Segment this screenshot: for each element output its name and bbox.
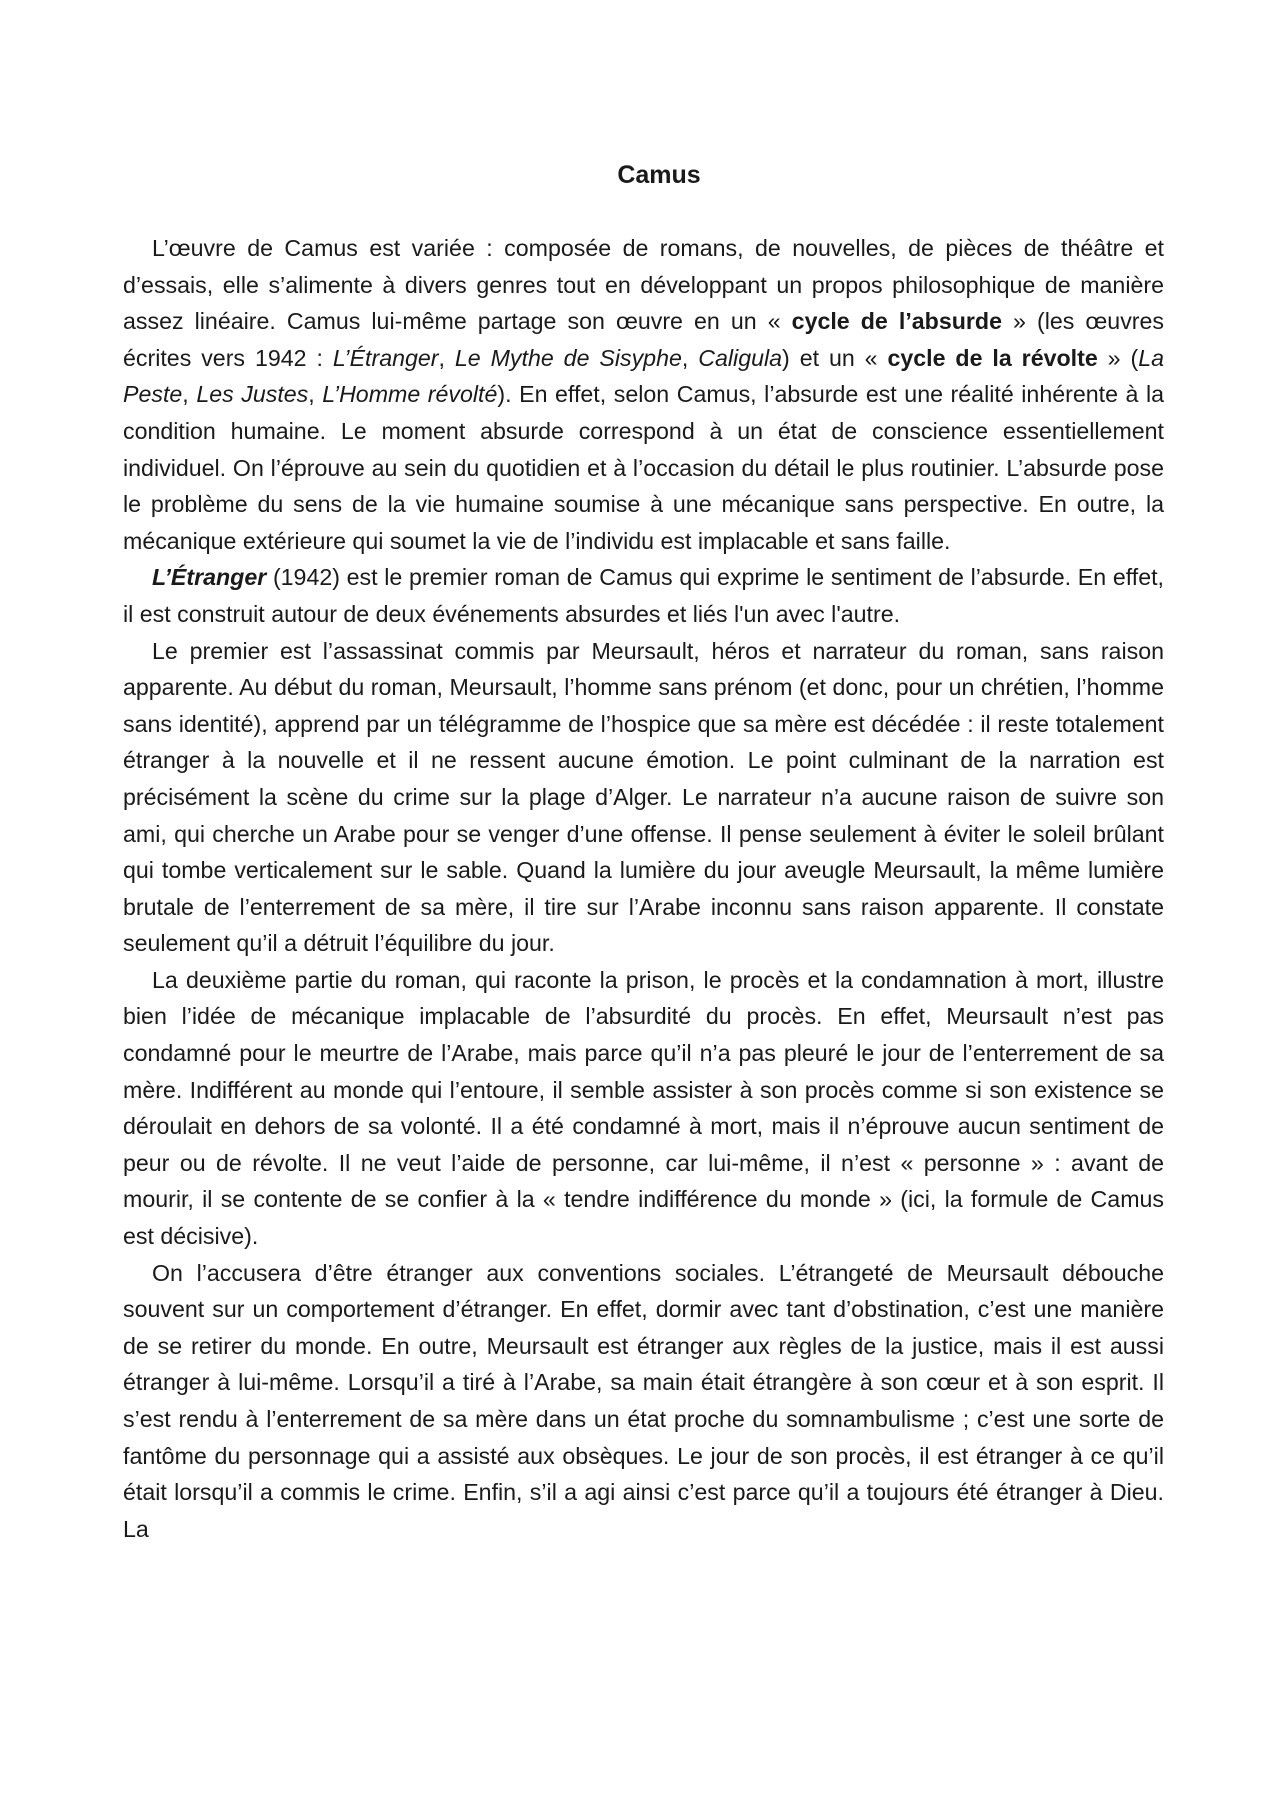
text-italic: Caligula (698, 344, 783, 371)
text-italic: Les Justes (196, 381, 309, 408)
text-italic: L’Étranger (332, 344, 439, 371)
text-bold: cycle de la révolte (887, 344, 1098, 371)
text-run: (1942) est le premier roman de Camus qui exprime le sentiment de l’absurde. En effet, il est construit autour de deux événements absurdes et liés l'un avec l'autre. (123, 564, 1164, 627)
paragraph (123, 559, 1164, 632)
text-run: , (681, 344, 699, 371)
text-run: » (les œuvres écrites vers 1942 : (123, 308, 1164, 371)
paragraph (123, 230, 1164, 559)
text-run: » ( (1097, 344, 1139, 371)
text-run: Le premier est l’assassinat commis par Meursault, héros et narrateur du roman, sans raison apparente. Au début du roman, Meursault, l’homme sans prénom (et donc, pour un chrétien, l’homme sans identité), apprend par un télégramme de l’hospice que sa mère est décédée : il reste totalement étranger à la nouvelle et il ne ressent aucune émotion. Le point culminant de la narration est précisément la scène du crime sur la plage d’Alger. Le narrateur n’a aucune raison de suivre son ami, qui cherche un Arabe pour se venger d’une offense. Il pense seulement à éviter le soleil brûlant qui tombe verticalement sur le sable. Quand la lumière du jour aveugle Meursault, la même lumière brutale de l’enterrement de sa mère, il tire sur l’Arabe inconnu sans raison apparente. Il constate seulement qu’il a détruit l’équilibre du jour. (123, 637, 1164, 957)
text-run: ). En effet, selon Camus, l’absurde est une réalité inhérente à la condition humaine. Le moment absurde correspond à un état de conscience essentiellement individuel. On l’éprouve au sein du quotidien et à l’occasion du détail le plus routinier. L’absurde pose le problème du sens de la vie humaine soumise à une mécanique sans perspective. En outre, la mécanique extérieure qui soumet la vie de l’individu est implacable et sans faille. (123, 381, 1165, 554)
document-body (123, 230, 1164, 1547)
text-run: L’œuvre de Camus est variée : composée de romans, de nouvelles, de pièces de théâtre et d’essais, elle s’alimente à divers genres tout en développant un propos philosophique de manière assez linéaire. Camus lui-même partage son œuvre en un « (123, 235, 1164, 335)
paragraph (123, 962, 1164, 1255)
text-run: , (182, 381, 197, 408)
text-run: On l’accusera d’être étranger aux conventions sociales. L’étrangeté de Meursault débouche souvent sur un comportement d’étranger. En effet, dormir avec tant d’obstination, c’est une manière de se retirer du monde. En outre, Meursault est étranger aux règles de la justice, mais il est aussi étranger à lui-même. Lorsqu’il a tiré à l’Arabe, sa main était étrangère à son cœur et à son esprit. Il s’est rendu à l’enterrement de sa mère dans un état proche du somnambulisme ; c’est une sorte de fantôme du personnage qui a assisté aux obsèques. Le jour de son procès, il est étranger à ce qu’il était lorsqu’il a commis le crime. Enfin, s’il a agi ainsi c’est parce qu’il a toujours été étranger à Dieu. La (123, 1259, 1164, 1542)
paragraph (123, 1255, 1164, 1548)
text-run: , (438, 344, 455, 371)
text-italic: L’Homme révolté (322, 381, 498, 408)
text-italic: La Peste (123, 344, 1164, 408)
page-title: Camus (617, 161, 701, 189)
text-italic: Le Mythe de Sisyphe (454, 344, 682, 371)
paragraph (123, 633, 1164, 962)
text-bold: cycle de l’absurde (791, 308, 1002, 335)
text-run: La deuxième partie du roman, qui raconte la prison, le procès et la condamnation à mort, illustre bien l’idée de mécanique implacable de l’absurdité du procès. En effet, Meursault n’est pas condamné pour le meurtre de l’Arabe, mais parce qu’il n’a pas pleuré le jour de l’enterrement de sa mère. Indifférent au monde qui l’entoure, il semble assister à son procès comme si son existence se déroulait en dehors de sa volonté. Il a été condamné à mort, mais il n’éprouve aucun sentiment de peur ou de révolte. Il ne veut l’aide de personne, car lui-même, il n’est « personne » : avant de mourir, il se contente de se confier à la « tendre indifférence du monde » (ici, la formule de Camus est décisive). (123, 966, 1164, 1250)
text-run: ) et un « (782, 344, 888, 371)
text-bold-italic: L’Étranger (152, 564, 267, 591)
text-run: , (308, 381, 323, 408)
